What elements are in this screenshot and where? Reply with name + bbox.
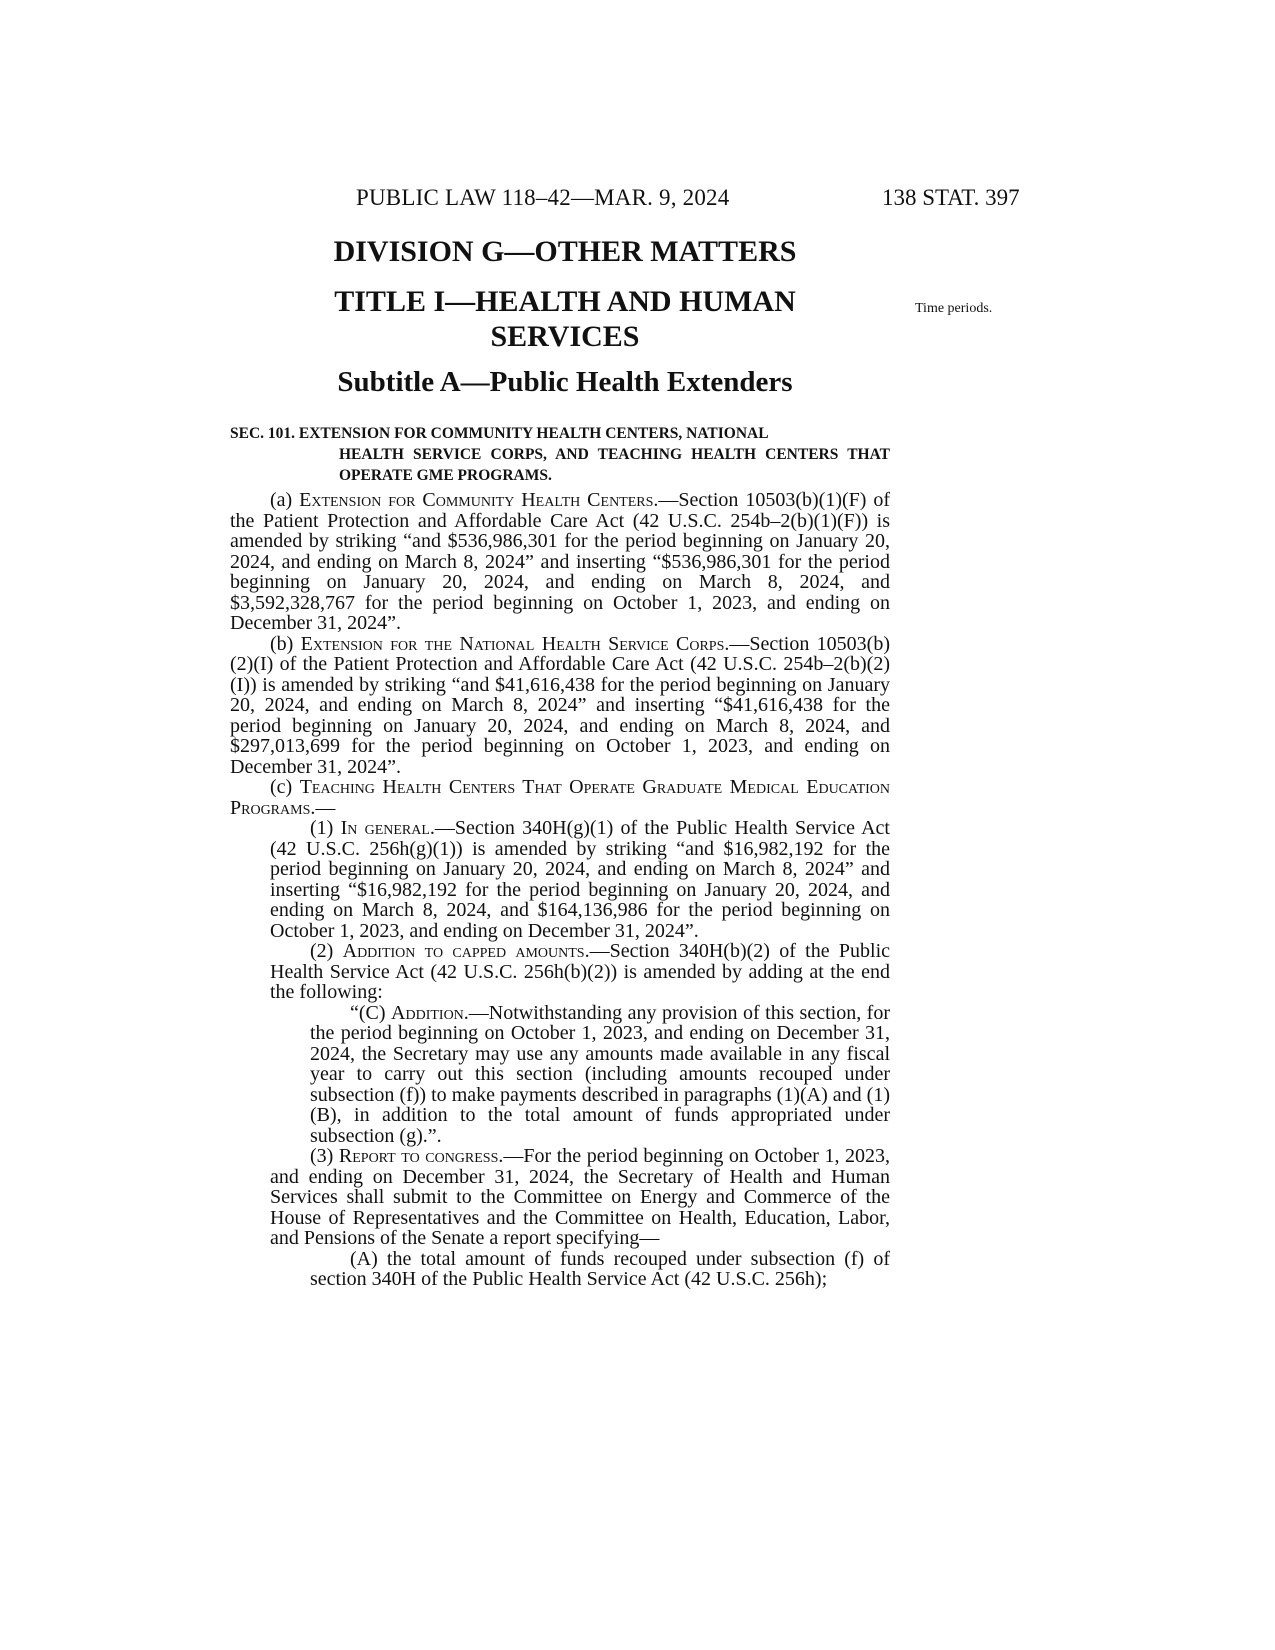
paragraph-heading: Teaching Health Centers That Operate Graduate Medical Education Programs. [230,776,891,819]
section-heading-line-1: SEC. 101. EXTENSION FOR COMMUNITY HEALTH CENTERS, NATIONAL [230,425,769,442]
paragraph-heading: Extension for the National Health Service Corps. [300,632,730,655]
paragraph-a [230,490,890,634]
division-heading: DIVISION G—OTHER MATTERS [333,235,797,268]
body-text [230,490,890,1290]
paragraph-heading: Addition. [391,1001,469,1024]
page-number: 138 STAT. 397 [882,185,1020,210]
running-head: PUBLIC LAW 118–42—MAR. 9, 2024 [356,185,730,210]
paragraph-text: —Section 10503(b)(2)(I) of the Patient Protection and Affordable Care Act (42 U.S.C. 254b–2(b)(2)(I)) is amended by striking “and $41,616,438 for the period beginning on January 20, 2024, and ending on March 8, 2024” and inserting “$41,616,438 for the period beginning on January 20, 2024, and ending on March 8, 2024, and $297,013,699 for the period beginning on October 1, 2023, and ending on December 31, 2024”. [230,632,890,778]
paragraph-c-1 [230,818,890,941]
paragraph-number: “(C) [350,1001,386,1024]
paragraph-c-2-C [230,1003,890,1147]
paragraph-b [230,634,890,778]
title-line-2: SERVICES [490,320,640,353]
paragraph-number: (2) [310,940,334,962]
paragraph-number: (b) [270,632,294,655]
paragraph-heading: In general. [340,817,435,839]
paragraph-text: —Section 10503(b)(1)(F) of the Patient Protection and Affordable Care Act (42 U.S.C. 254b–2(b)(1)(F)) is amended by striking “and $536,986,301 for the period beginning on January 20, 2024, and ending on March 8, 2024” and inserting “$536,986,301 for the period beginning on January 20, 2024, and ending on March 8, 2024, and $3,592,328,767 for the period beginning on October 1, 2023, and ending on December 31, 2024”. [230,489,890,634]
paragraph-c-2 [230,941,890,1003]
paragraph-c-3-A [230,1249,890,1290]
section-heading [230,423,890,486]
title-line-1: TITLE I—HEALTH AND HUMAN [334,285,796,318]
paragraph-number: (1) [310,817,334,839]
margin-note: Time periods. [915,301,993,316]
title-heading [230,284,900,354]
paragraph-text: —For the period beginning on October 1, 2023, and ending on December 31, 2024, the Secretary of Health and Human Services shall submit to the Committee on Energy and Commerce of the House of Representatives and the Committee on Health, Education, Labor, and Pensions of the Senate a report specifying— [270,1145,890,1249]
paragraph-heading: Addition to capped amounts. [342,940,590,962]
section-heading-line-2: HEALTH SERVICE CORPS, AND TEACHING HEALTH CENTERS THAT OPERATE GME PROGRAMS. [339,446,890,484]
paragraph-text: —Section 340H(g)(1) of the Public Health Service Act (42 U.S.C. 256h(g)(1)) is amended by striking “and $16,982,192 for the period beginning on January 20, 2024, and ending on March 8, 2024” and inserting “$16,982,192 for the period beginning on January 20, 2024, and ending on March 8, 2024, and $164,136,986 for the period beginning on October 1, 2023, and ending on December 31, 2024”. [270,817,890,942]
paragraph-heading: Report to congress. [338,1145,504,1167]
paragraph-number: (3) [310,1145,334,1167]
paragraph-c [230,777,890,818]
paragraph-number: (c) [270,776,293,798]
paragraph-number: (a) [270,489,293,511]
subtitle-heading: Subtitle A—Public Health Extenders [337,366,793,398]
paragraph-heading: Extension for Community Health Centers. [299,489,659,511]
paragraph-text: — [315,796,336,819]
paragraph-c-3 [230,1146,890,1249]
paragraph-text: —Section 340H(b)(2) of the Public Health Service Act (42 U.S.C. 256h(b)(2)) is amended by adding at the end the following: [270,940,891,1003]
paragraph-number: (A) [350,1247,378,1270]
paragraph-text: the total amount of funds recouped under subsection (f) of section 340H of the Public Health Service Act (42 U.S.C. 256h); [310,1247,890,1290]
paragraph-text: —Notwithstanding any provision of this section, for the period beginning on October 1, 2023, and ending on December 31, 2024, the Secretary may use any amounts made available in any fiscal year to carry out this section (including amounts recouped under subsection (f)) to make payments described in paragraphs (1)(A) and (1)(B), in addition to the total amount of funds appropriated under subsection (g).”. [310,1001,890,1147]
